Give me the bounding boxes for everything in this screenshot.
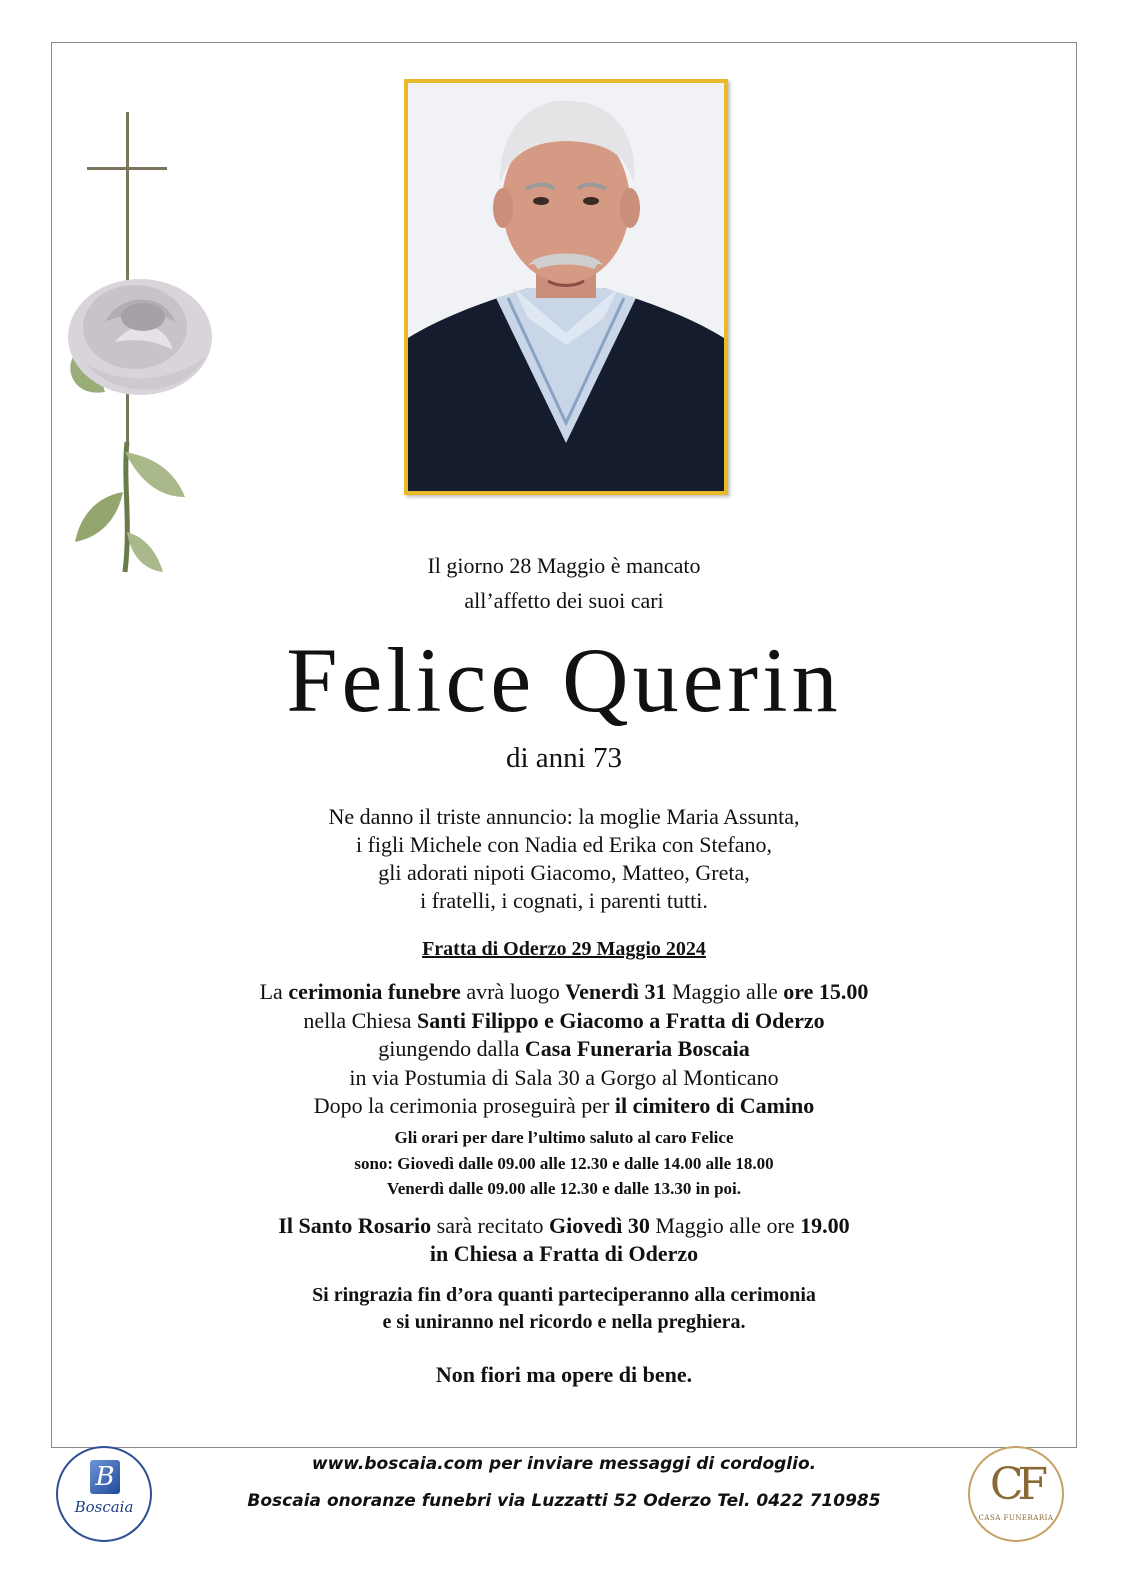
dateline: Fratta di Oderzo 29 Maggio 2024 [422, 938, 706, 960]
footer-website-line[interactable]: www.boscaia.com per inviare messaggi di cordoglio. [311, 1454, 817, 1474]
text-fragment: cerimonia funebre [288, 979, 461, 1004]
boscaia-logo-text: Boscaia [74, 1498, 134, 1516]
ceremony-line [51, 1007, 1077, 1036]
thanks-line: e si uniranno nel ricordo e nella preghiera. [382, 1310, 746, 1333]
text-fragment: La [259, 979, 289, 1004]
visiting-hours [51, 1125, 1077, 1202]
casa-funeraria-logo [968, 1446, 1064, 1542]
intro-line: all’affetto dei suoi cari [464, 588, 664, 613]
text-fragment: il cimitero di Camino [614, 1093, 815, 1118]
deceased-name: Felice Querin [286, 629, 842, 731]
text-fragment: in Chiesa a Fratta di Oderzo [429, 1241, 699, 1266]
hours-line: Gli orari per dare l’ultimo saluto al caro Felice [394, 1128, 734, 1147]
hours-line: sono: Giovedì dalle 09.00 alle 12.30 e dalle 14.00 alle 18.00 [354, 1153, 774, 1173]
text-fragment: avrà luogo [460, 979, 566, 1004]
text-fragment: Dopo la cerimonia proseguirà per [313, 1093, 615, 1118]
rosary-line [51, 1212, 1077, 1240]
announcement-text [51, 803, 1077, 915]
deceased-age: di anni 73 [506, 742, 622, 774]
boscaia-logo [56, 1446, 152, 1542]
closing-text: Non fiori ma opere di bene. [435, 1362, 693, 1387]
casa-funeraria-logo-mark: CF [989, 1459, 1043, 1510]
announcement-line: Ne danno il triste annuncio: la moglie Maria Assunta, [328, 804, 800, 829]
text-fragment: sarà recitato [431, 1213, 550, 1238]
ceremony-line [51, 1092, 1077, 1121]
intro-text [51, 548, 1077, 618]
text-fragment: nella Chiesa [303, 1007, 418, 1033]
cross-rose-icon [65, 112, 235, 592]
text-fragment: Giovedì 30 [549, 1213, 650, 1238]
rosary-line [51, 1240, 1077, 1268]
text-fragment: Maggio alle ore [649, 1213, 801, 1238]
announcement-line: i figli Michele con Nadia ed Erika con Stefano, [355, 832, 773, 857]
footer-address-line: Boscaia onoranze funebri via Luzzatti 52 Oderzo Tel. 0422 710985 [247, 1491, 881, 1511]
text-fragment: ore 15.00 [783, 979, 869, 1004]
text-fragment: 19.00 [800, 1213, 850, 1238]
announcement-line: i fratelli, i cognati, i parenti tutti. [420, 888, 708, 913]
portrait-illustration [408, 83, 724, 491]
text-fragment: Venerdì 31 [565, 979, 667, 1004]
text-fragment: Casa Funeraria Boscaia [524, 1036, 750, 1061]
rosary-text [51, 1212, 1077, 1268]
thanks-line: Si ringrazia fin d’ora quanti parteciperanno alla cerimonia [312, 1284, 816, 1306]
thanks-text [51, 1282, 1077, 1335]
announcement-line: gli adorati nipoti Giacomo, Matteo, Greta, [378, 860, 750, 885]
ceremony-line: in via Postumia di Sala 30 a Gorgo al Monticano [349, 1064, 779, 1090]
ceremony-line [51, 1035, 1077, 1064]
hours-line: Venerdì dalle 09.00 alle 12.30 e dalle 13.30 in poi. [386, 1179, 742, 1198]
casa-funeraria-logo-text: CASA FUNERARIA [978, 1514, 1054, 1522]
text-fragment: giungendo dalla [378, 1036, 525, 1061]
text-fragment: Maggio alle [666, 979, 784, 1004]
text-fragment: Il Santo Rosario [278, 1213, 432, 1238]
ceremony-text [51, 978, 1077, 1121]
text-fragment: Santi Filippo e Giacomo a Fratta di Oderzo [417, 1007, 825, 1033]
portrait-photo [404, 79, 728, 495]
boscaia-logo-mark: B [90, 1460, 120, 1494]
intro-line: Il giorno 28 Maggio è mancato [427, 553, 701, 578]
ceremony-line [51, 978, 1077, 1007]
